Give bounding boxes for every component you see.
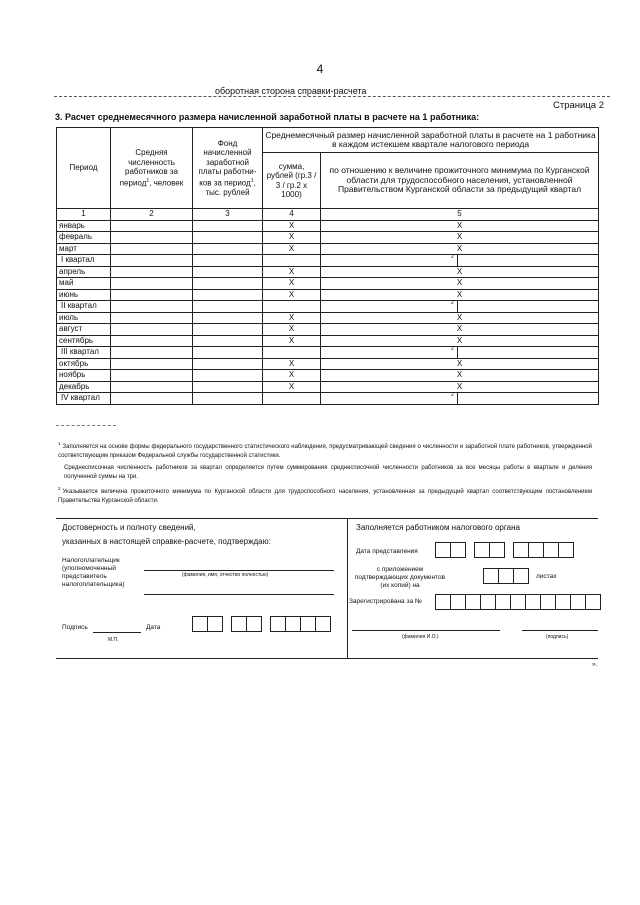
header-avg-count: Средняя численность работников за период$^1$, человек	[111, 128, 193, 209]
officer-signature-field[interactable]	[522, 630, 598, 631]
avg-count-cell[interactable]	[111, 335, 193, 347]
attachments-label: с приложением подтверждающих документов (их копий) на	[354, 566, 446, 589]
month-row	[57, 289, 599, 301]
tax-office-title: Заполняется работником налогового органа	[356, 523, 520, 532]
quarter-row	[57, 347, 599, 359]
month-row	[57, 358, 599, 370]
sheets-label: листах	[536, 573, 557, 580]
ratio-cell: X	[321, 381, 599, 393]
period-cell: декабрь	[57, 381, 111, 393]
period-cell: II квартал	[57, 301, 111, 313]
taxpayer-label: Налогоплательщик (уполномоченный представитель налогоплательщика)	[62, 557, 125, 588]
ratio-cell: X	[321, 335, 599, 347]
col-number-5: 5	[321, 209, 599, 221]
footnotes	[58, 440, 592, 509]
ratio-cell[interactable]	[321, 393, 599, 405]
sum-cell[interactable]	[263, 393, 321, 405]
fund-cell[interactable]	[193, 358, 263, 370]
fund-cell[interactable]	[193, 301, 263, 313]
sum-cell: X	[263, 266, 321, 278]
confirm-line-1: Достоверность и полноту сведений,	[62, 523, 196, 532]
avg-count-cell[interactable]	[111, 255, 193, 267]
ratio-cell: X	[321, 358, 599, 370]
sum-cell: X	[263, 335, 321, 347]
month-row	[57, 232, 599, 244]
period-cell: август	[57, 324, 111, 336]
ratio-cell: X	[321, 278, 599, 290]
ratio-cell[interactable]	[321, 347, 599, 359]
fund-cell[interactable]	[193, 324, 263, 336]
period-cell: I квартал	[57, 255, 111, 267]
period-cell: III квартал	[57, 347, 111, 359]
footnote-separator	[56, 425, 116, 426]
page-label: Страница 2	[553, 100, 604, 111]
footnote-2: $^2$Указывается величина прожиточного минимума по Курганской области для трудоспособного населения, установленная за предыдущий квартал соответствующим постановлением Правительства Курганской области.	[58, 486, 592, 504]
sum-cell: X	[263, 324, 321, 336]
fund-cell[interactable]	[193, 220, 263, 232]
taxpayer-name-field[interactable]	[144, 570, 334, 571]
period-cell: сентябрь	[57, 335, 111, 347]
sum-cell: X	[263, 278, 321, 290]
header-sum: сумма, рублей (гр.3 / 3 / гр.2 х 1000)	[263, 153, 321, 209]
col-number-2: 2	[111, 209, 193, 221]
fund-cell[interactable]	[193, 347, 263, 359]
sum-cell: X	[263, 358, 321, 370]
header-period: Период	[57, 128, 111, 209]
period-cell: март	[57, 243, 111, 255]
sum-cell: X	[263, 312, 321, 324]
footnote-mark: 2	[451, 392, 454, 399]
month-row	[57, 335, 599, 347]
header-avg-monthly: Среднемесячный размер начисленной заработной платы в расчете на 1 работника в каждом истекшем квартале налогового периода	[263, 128, 599, 153]
fund-cell[interactable]	[193, 312, 263, 324]
quarter-row	[57, 301, 599, 313]
taxpayer-name-field-2[interactable]	[144, 594, 334, 595]
avg-count-cell[interactable]	[111, 324, 193, 336]
sum-cell[interactable]	[263, 347, 321, 359]
cell-divider	[457, 300, 458, 312]
officer-signature-caption: (подпись)	[546, 634, 569, 640]
dashed-divider	[54, 96, 610, 97]
submission-date-cells[interactable]	[436, 542, 574, 558]
month-row	[57, 370, 599, 382]
month-row	[57, 324, 599, 336]
attachments-count-cells[interactable]	[484, 568, 529, 584]
officer-name-field[interactable]	[352, 630, 500, 631]
sum-cell[interactable]	[263, 255, 321, 267]
period-cell: май	[57, 278, 111, 290]
page-number: 4	[316, 62, 324, 76]
footnote-mark: 2	[451, 254, 454, 261]
avg-count-cell[interactable]	[111, 243, 193, 255]
fund-cell[interactable]	[193, 335, 263, 347]
closing-mark: ».	[592, 661, 598, 668]
cell-divider	[457, 254, 458, 266]
avg-count-cell[interactable]	[111, 220, 193, 232]
footnote-1: $^1$Заполняется на основе формы федерального государственного статистического наблюдения, предусматривающей сведения о численности и заработной плате работников, утвержденной соответствующим приказом Федеральной службы государственной статистики.	[58, 441, 592, 459]
avg-count-cell[interactable]	[111, 347, 193, 359]
quarter-row	[57, 393, 599, 405]
period-cell: июль	[57, 312, 111, 324]
period-cell: IV квартал	[57, 393, 111, 405]
col-number-1: 1	[57, 209, 111, 221]
date-label: Дата	[146, 624, 161, 631]
salary-table	[56, 127, 599, 405]
period-cell: апрель	[57, 266, 111, 278]
month-row	[57, 243, 599, 255]
submission-date-label: Дата представления	[356, 548, 418, 555]
fund-cell[interactable]	[193, 381, 263, 393]
period-cell: ноябрь	[57, 370, 111, 382]
fund-cell[interactable]	[193, 266, 263, 278]
fund-cell[interactable]	[193, 232, 263, 244]
officer-name-caption: (фамилия И.О.)	[402, 634, 439, 640]
sum-cell[interactable]	[263, 301, 321, 313]
sum-cell: X	[263, 220, 321, 232]
date-input-cells[interactable]	[193, 616, 331, 632]
fund-cell[interactable]	[193, 243, 263, 255]
ratio-cell: X	[321, 266, 599, 278]
block-top-line	[56, 518, 598, 519]
ratio-cell: X	[321, 220, 599, 232]
page-subtitle: оборотная сторона справки-расчета	[215, 86, 367, 96]
avg-count-cell[interactable]	[111, 232, 193, 244]
ratio-cell: X	[321, 232, 599, 244]
sum-cell: X	[263, 370, 321, 382]
signature-field[interactable]	[93, 632, 141, 633]
ratio-cell: X	[321, 370, 599, 382]
registered-label: Зарегистрирована за №	[349, 598, 422, 605]
month-row	[57, 266, 599, 278]
avg-count-cell[interactable]	[111, 393, 193, 405]
avg-count-cell[interactable]	[111, 278, 193, 290]
col-number-3: 3	[193, 209, 263, 221]
month-row	[57, 381, 599, 393]
block-bottom-line	[56, 658, 598, 659]
period-cell: февраль	[57, 232, 111, 244]
fund-cell[interactable]	[193, 278, 263, 290]
avg-count-cell[interactable]	[111, 301, 193, 313]
period-cell: октябрь	[57, 358, 111, 370]
avg-count-cell[interactable]	[111, 289, 193, 301]
cell-divider	[457, 392, 458, 404]
footnote-mark: 2	[451, 346, 454, 353]
period-cell: июнь	[57, 289, 111, 301]
block-divider	[347, 518, 348, 658]
footnote-mark: 2	[451, 300, 454, 307]
ratio-cell[interactable]	[321, 255, 599, 267]
ratio-cell: X	[321, 289, 599, 301]
month-row	[57, 278, 599, 290]
month-row	[57, 220, 599, 232]
stamp-label: М.П.	[108, 637, 119, 643]
ratio-cell[interactable]	[321, 301, 599, 313]
registration-number-cells[interactable]	[436, 594, 601, 610]
footnote-1-continued: Среднесписочная численность работников за квартал определяется путем суммирования среднесписочной численности работников за все месяцы работы в квартале и деления полученной суммы на три.	[64, 465, 592, 480]
sum-cell: X	[263, 381, 321, 393]
signature-label: Подпись	[62, 624, 88, 631]
taxpayer-name-caption: (фамилия, имя, отчество полностью)	[182, 572, 269, 578]
fund-cell[interactable]	[193, 370, 263, 382]
confirm-line-2: указанных в настоящей справке-расчете, подтверждаю:	[62, 537, 271, 546]
fund-cell[interactable]	[193, 289, 263, 301]
cell-divider	[457, 346, 458, 358]
avg-count-cell[interactable]	[111, 381, 193, 393]
section-title: 3. Расчет среднемесячного размера начисленной заработной платы в расчете на 1 работника:	[55, 112, 480, 122]
fund-cell[interactable]	[193, 255, 263, 267]
avg-count-cell[interactable]	[111, 312, 193, 324]
ratio-cell: X	[321, 243, 599, 255]
sum-cell: X	[263, 289, 321, 301]
avg-count-cell[interactable]	[111, 358, 193, 370]
avg-count-cell[interactable]	[111, 266, 193, 278]
sum-cell: X	[263, 232, 321, 244]
header-ratio: по отношению к величине прожиточного минимума по Курганской области для трудоспособного населения, установленной Правительством Курганской области за предыдущий квартал	[321, 153, 599, 209]
ratio-cell: X	[321, 324, 599, 336]
sum-cell: X	[263, 243, 321, 255]
col-number-4: 4	[263, 209, 321, 221]
period-cell: январь	[57, 220, 111, 232]
header-fund: Фонд начисленной заработной платы работни-ков за период$^1$, тыс. рублей	[193, 128, 263, 209]
avg-count-cell[interactable]	[111, 370, 193, 382]
quarter-row	[57, 255, 599, 267]
ratio-cell: X	[321, 312, 599, 324]
fund-cell[interactable]	[193, 393, 263, 405]
month-row	[57, 312, 599, 324]
